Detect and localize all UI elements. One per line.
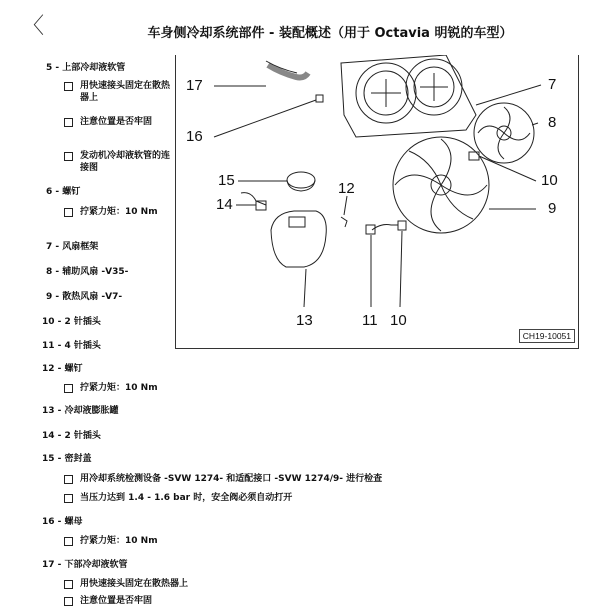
entry-13: 13 - 冷却液膨胀罐	[42, 406, 119, 416]
checkbox-icon	[64, 597, 73, 606]
page-title: 车身侧冷却系统部件 - 装配概述（用于 Octavia 明锐的车型）	[147, 26, 513, 41]
callout-9: 9	[548, 200, 557, 217]
entry-16: 16 - 螺母	[42, 517, 83, 527]
entry-5-sub-1: 用快速接头固定在散热器上	[64, 80, 172, 104]
checkbox-icon	[64, 384, 73, 393]
entry-5-sub-3: 发动机冷却液软管的连接图	[64, 150, 172, 174]
checkbox-icon	[64, 208, 73, 217]
figure-code: CH19-10051	[519, 329, 575, 343]
entry-10: 10 - 2 针插头	[42, 317, 101, 327]
entry-15: 15 - 密封盖	[42, 454, 92, 464]
checkbox-icon	[64, 537, 73, 546]
entry-6-sub-1: 拧紧力矩：10 Nm	[64, 206, 172, 218]
callout-10: 10	[541, 172, 558, 189]
entry-5: 5 - 上部冷却液软管	[46, 63, 126, 73]
entry-12-sub-1: 拧紧力矩：10 Nm	[64, 382, 158, 394]
checkbox-icon	[64, 475, 73, 484]
checkbox-icon	[64, 118, 73, 127]
entry-11: 11 - 4 针插头	[42, 341, 101, 351]
entry-17-sub-2: 注意位置是否牢固	[64, 595, 152, 607]
callout-11: 11	[362, 312, 378, 329]
entry-15-sub-1: 用冷却系统检测设备 -SVW 1274- 和适配接口 -SVW 1274/9- 进行检查	[64, 473, 584, 485]
cooling-components-drawing	[176, 55, 578, 348]
checkbox-icon	[64, 494, 73, 503]
back-chevron-icon[interactable]: 〈	[22, 14, 45, 39]
callout-15: 15	[218, 172, 235, 189]
expansion-tank-shape	[271, 211, 326, 267]
callout-12: 12	[338, 180, 355, 197]
entry-7: 7 - 风扇框架	[46, 242, 99, 252]
fan-frame-shape	[341, 55, 476, 137]
checkbox-icon	[64, 580, 73, 589]
entry-5-sub-2: 注意位置是否牢固	[64, 116, 172, 128]
entry-12: 12 - 螺钉	[42, 364, 83, 374]
entry-17-sub-1: 用快速接头固定在散热器上	[64, 578, 188, 590]
checkbox-icon	[64, 82, 73, 91]
checkbox-icon	[64, 152, 73, 161]
entry-9: 9 - 散热风扇 -V7-	[46, 292, 123, 302]
entry-16-sub-1: 拧紧力矩：10 Nm	[64, 535, 158, 547]
callout-17: 17	[186, 77, 203, 94]
entry-6: 6 - 螺钉	[46, 187, 81, 197]
callout-8: 8	[548, 114, 557, 131]
entry-15-sub-2: 当压力达到 1.4 - 1.6 bar 时，安全阀必须自动打开	[64, 492, 584, 504]
entry-17: 17 - 下部冷却液软管	[42, 560, 128, 570]
callout-13: 13	[296, 312, 313, 329]
entry-8: 8 - 辅助风扇 -V35-	[46, 267, 129, 277]
callout-14: 14	[216, 196, 233, 213]
callout-16: 16	[186, 128, 203, 145]
callout-10-lower: 10	[390, 312, 407, 329]
callout-7: 7	[548, 76, 557, 93]
assembly-figure	[175, 55, 579, 349]
entry-14: 14 - 2 针插头	[42, 431, 101, 441]
